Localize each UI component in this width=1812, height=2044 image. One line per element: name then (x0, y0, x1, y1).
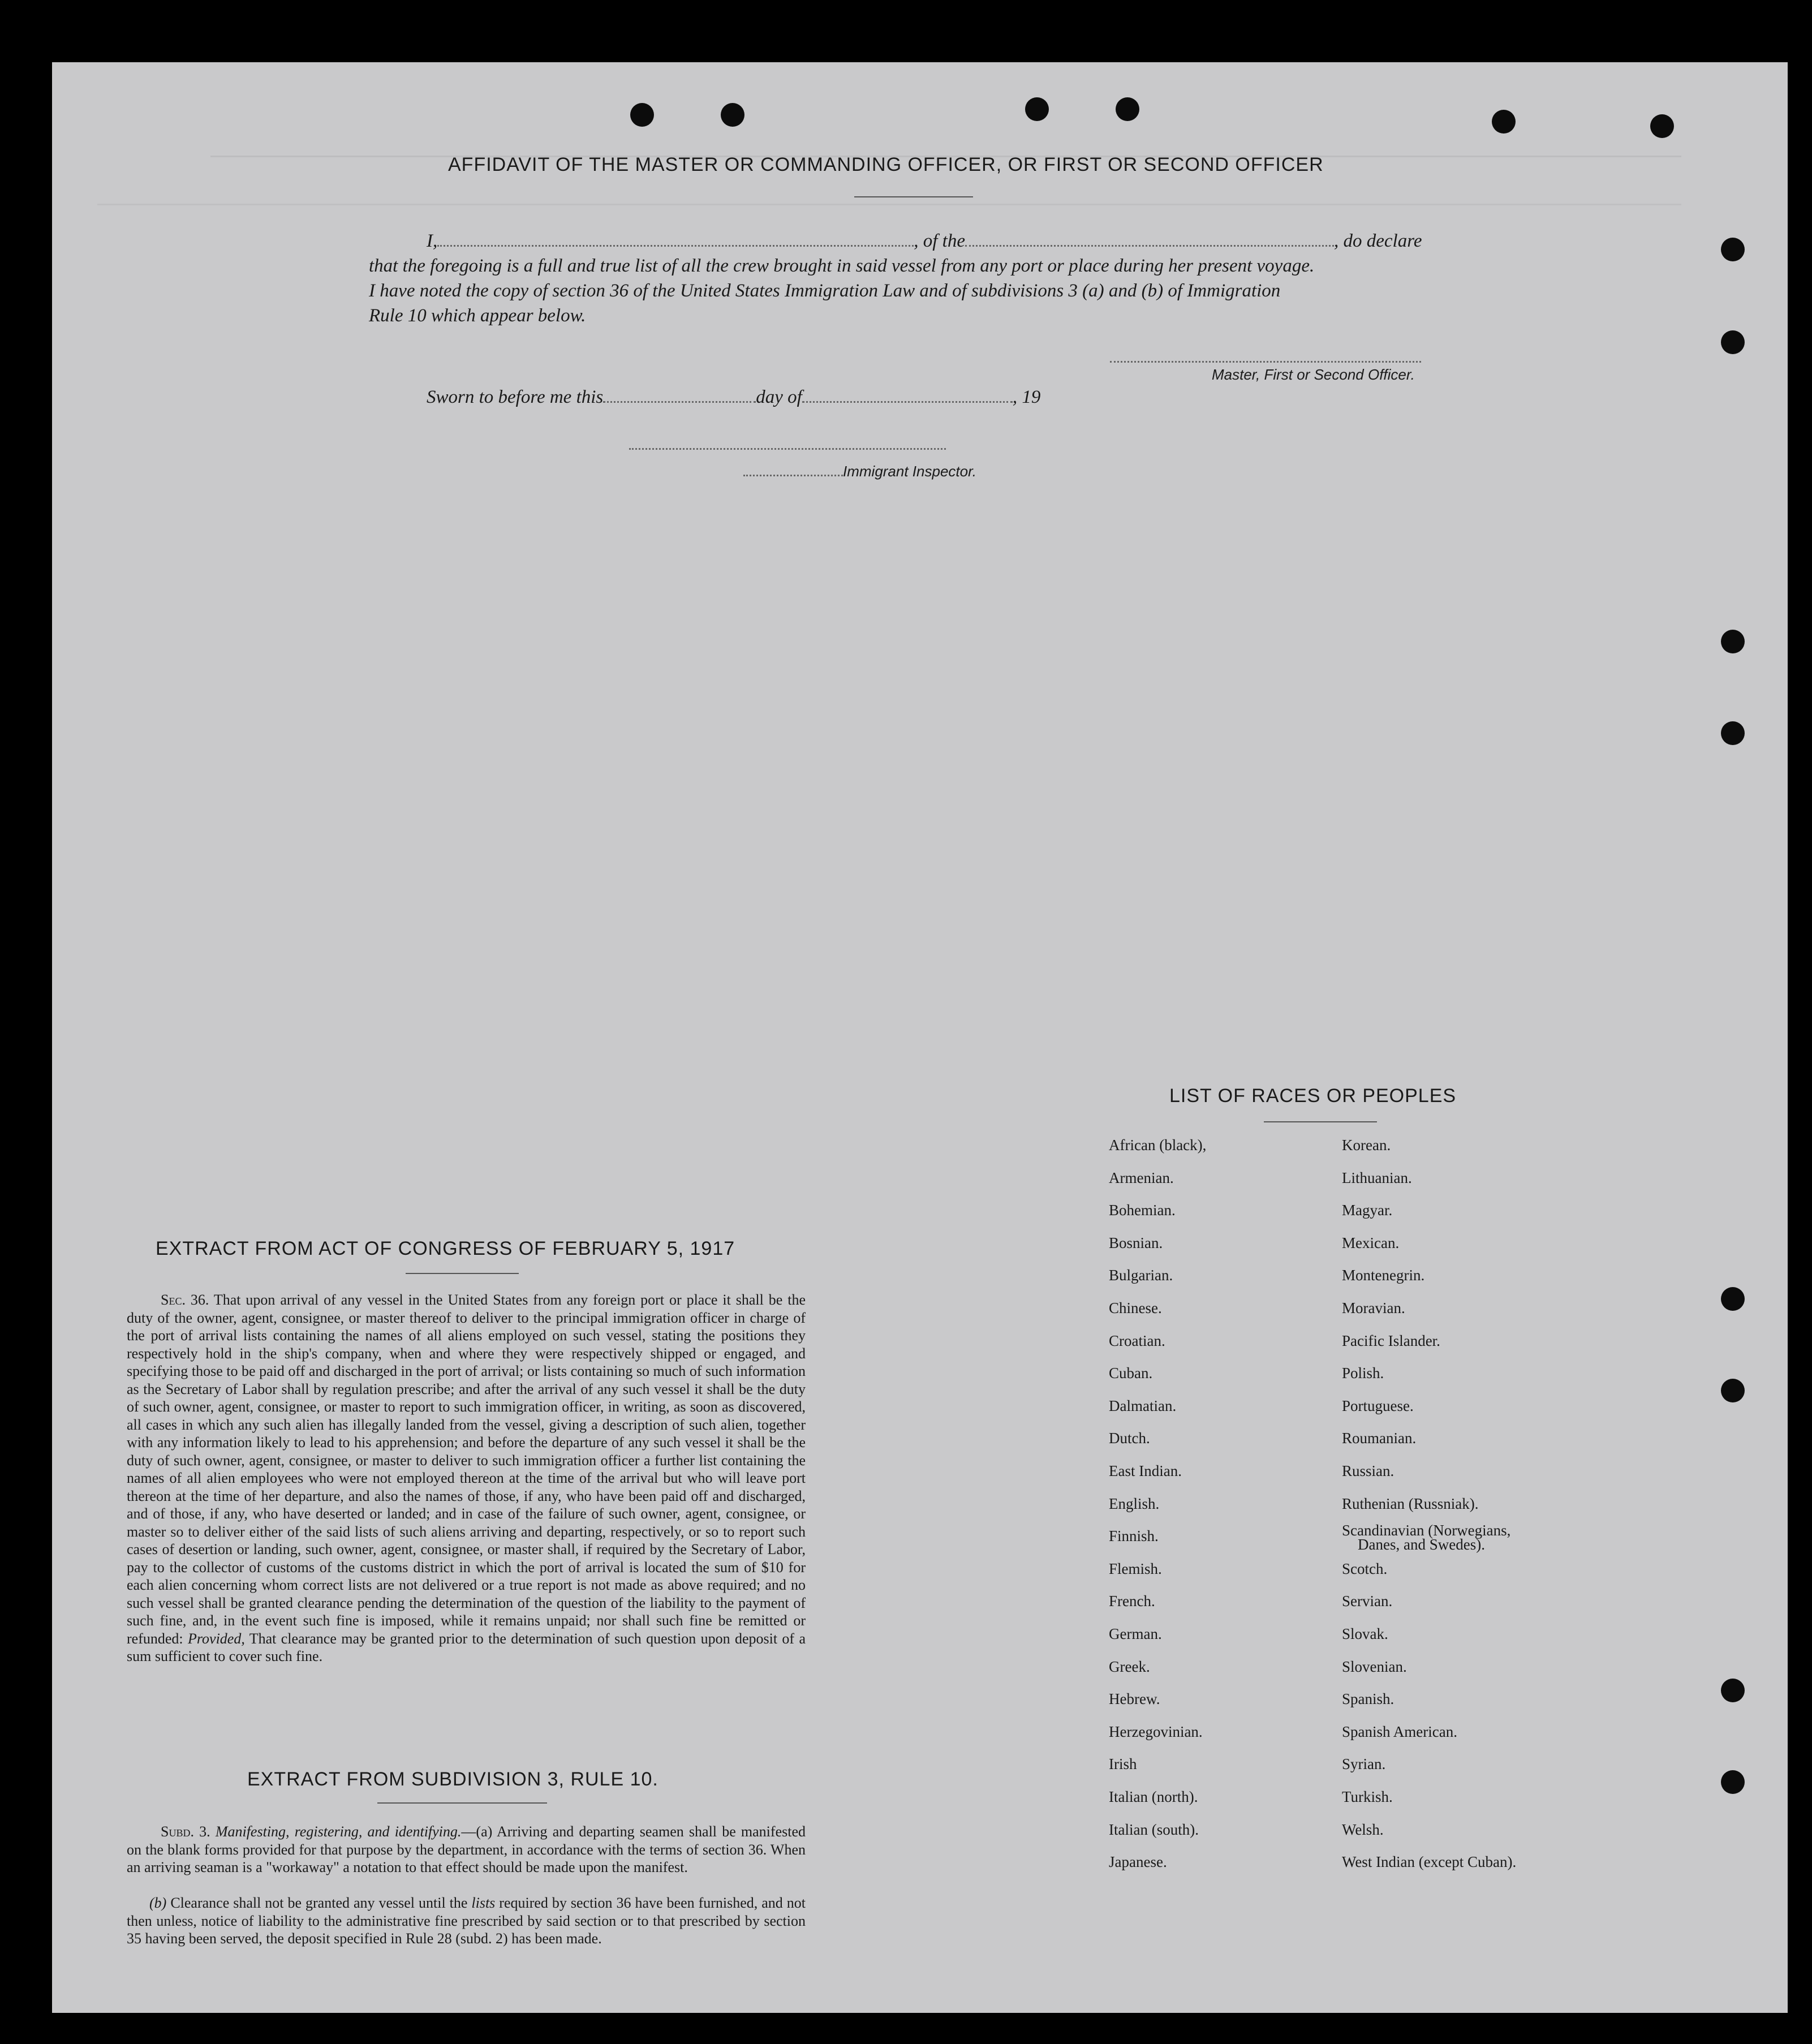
race-item: Italian (south). (1109, 1821, 1199, 1838)
affidavit-line-3: I have noted the copy of section 36 of the United States Immigration Law and of subdivisions 3 (a) and (b) of Immigration (369, 281, 1281, 301)
punch-hole (1721, 721, 1745, 745)
section-label: Sec. 36. (161, 1292, 209, 1308)
punch-hole (1721, 1770, 1745, 1794)
section-body: That upon arrival of any vessel in the United States from any foreign port or place it shall be the duty of the owner, agent, consignee, or master thereof to deliver to the principal immigration officer in charge of the port of arrival lists containing the names of all aliens employed on such vessel, stating the positions they respectively hold in the ship's company, when and where they were respectively shipped or engaged, and specifying those to be paid off and discharged in the port of arrival; or lists containing so much of such information as the Secretary of Labor shall by regulation prescribe; and after the arrival of any such vessel it shall be the duty of such owner, agent, consignee, or master to report to such immigration officer, in writing, as soon as discovered, all cases in which any such alien has illegally landed from the vessel, giving a description of such alien, together with any information likely to lead to his apprehension; and before the departure of any such vessel it shall be the duty of such owner, agent, consignee, or master to deliver to such immigration officer a further list containing the names of all alien employees who were not employed thereon at the time of the arrival but who will leave port thereon at the time of her departure, and also the names of those, if any, who have been paid off and discharged, and of those, if any, who have deserted or landed; and in case of the failure of such owner, agent, consignee, or master so to deliver either of the said lists of such aliens arriving and departing, respectively, or so to report such cases of desertion or landing, such owner, agent, consignee, or master shall, if required by the Secretary of Labor, pay to the collector of customs of the customs district in which the port of arrival is located the sum of $10 for each alien concerning whom correct lists are not delivered or a true report is not made as above required; and no such vessel shall be granted clearance pending the determination of the question of the liability to the payment of such fine, and, in the event such fine is imposed, while it remains unpaid; nor shall such fine be remitted or refunded: (127, 1292, 806, 1647)
race-item: Roumanian. (1342, 1430, 1417, 1447)
para-b-label: (b) (149, 1895, 167, 1911)
race-item: Pacific Islander. (1342, 1332, 1440, 1349)
race-item: Italian (north). (1109, 1788, 1198, 1805)
subd-heading: Manifesting, registering, and identifying. (215, 1823, 462, 1840)
race-item: Japanese. (1109, 1853, 1167, 1871)
race-item: Dutch. (1109, 1430, 1150, 1447)
punch-hole (1116, 97, 1139, 121)
act-extract-title: EXTRACT FROM ACT OF CONGRESS OF FEBRUARY 5, 1917 (156, 1238, 735, 1259)
punch-hole (1721, 238, 1745, 261)
para-b-part-2: required by section 36 have been furnished, and not then unless, notice of liability to the administrative fine prescribed by said section or to that prescribed by section 35 having been served, the deposit specified in Rule 28 (subd. 2) has been made. (127, 1895, 806, 1947)
sworn-label: Sworn to before me this (427, 387, 604, 407)
race-item: Servian. (1342, 1593, 1393, 1610)
punch-hole (1721, 1679, 1745, 1702)
inspector-label-dots (743, 471, 843, 476)
inspector-signature-line[interactable] (629, 445, 946, 450)
race-item: Scotch. (1342, 1560, 1388, 1577)
race-item: Scandinavian (Norwegians, (1342, 1522, 1511, 1539)
race-item: French. (1109, 1593, 1155, 1610)
document-page (52, 62, 1788, 2013)
race-item: Polish. (1342, 1365, 1384, 1382)
inspector-label: Immigrant Inspector. (843, 463, 977, 480)
punch-hole (1721, 1287, 1745, 1311)
race-item: Russian. (1342, 1462, 1394, 1479)
race-item: Spanish. (1342, 1690, 1394, 1708)
day-blank[interactable] (603, 398, 756, 403)
race-item: English. (1109, 1495, 1160, 1512)
race-item: Chinese. (1109, 1299, 1162, 1316)
race-item: West Indian (except Cuban). (1342, 1853, 1517, 1871)
race-item-scandinavian-continued: Danes, and Swedes). (1358, 1536, 1485, 1553)
race-item: Montenegrin. (1342, 1267, 1425, 1284)
race-item: Welsh. (1342, 1821, 1384, 1838)
provided-text: That clearance may be granted prior to the determination of such question upon deposit of a sum sufficient to cover such fine. (127, 1630, 806, 1664)
do-declare-label: , do declare (1333, 231, 1422, 251)
master-signature-line[interactable] (1110, 358, 1421, 363)
race-item: Irish (1109, 1755, 1137, 1773)
affidavit-line-4: Rule 10 which appear below. (369, 305, 586, 326)
race-item: Moravian. (1342, 1299, 1405, 1316)
race-item: Portuguese. (1342, 1397, 1414, 1414)
race-item: Dalmatian. (1109, 1397, 1177, 1414)
act-section-36-text (127, 1291, 806, 1666)
race-item: Turkish. (1342, 1788, 1393, 1805)
inspector-label-row (743, 463, 976, 480)
race-item: Croatian. (1109, 1332, 1165, 1349)
race-item: Flemish. (1109, 1560, 1162, 1577)
day-of-label: day of (756, 387, 802, 407)
rule-subd-a-text (127, 1823, 806, 1877)
para-b-part-1: Clearance shall not be granted any vessel until the (170, 1895, 468, 1911)
race-item: Magyar. (1342, 1202, 1393, 1219)
of-the-label: , of the (914, 231, 965, 251)
punch-hole (721, 103, 744, 127)
name-blank[interactable] (437, 242, 914, 247)
rule-extract-title: EXTRACT FROM SUBDIVISION 3, RULE 10. (247, 1768, 658, 1790)
sworn-line (427, 385, 1040, 410)
punch-hole (1721, 330, 1745, 354)
race-item: Armenian. (1109, 1169, 1174, 1186)
race-item: Ruthenian (Russniak). (1342, 1495, 1479, 1512)
punch-hole (630, 103, 654, 127)
punch-hole (1721, 630, 1745, 653)
races-title-underline (1264, 1121, 1377, 1122)
affidavit-line-1 (427, 229, 1422, 253)
punch-hole (1721, 1379, 1745, 1402)
race-item: Finnish. (1109, 1527, 1159, 1545)
title-underline (854, 196, 973, 197)
punch-hole (1025, 97, 1049, 121)
race-item: Cuban. (1109, 1365, 1153, 1382)
race-item: Mexican. (1342, 1234, 1400, 1251)
affidavit-line-2: that the foregoing is a full and true list of all the crew brought in said vessel from any port or place during her present voyage. (369, 256, 1315, 276)
race-item: Slovenian. (1342, 1658, 1407, 1675)
year-label: , 19 (1012, 387, 1041, 407)
race-item: Lithuanian. (1342, 1169, 1412, 1186)
race-item: German. (1109, 1625, 1162, 1642)
race-item: Spanish American. (1342, 1723, 1457, 1740)
master-signature-label: Master, First or Second Officer. (1212, 366, 1415, 383)
races-title: LIST OF RACES OR PEOPLES (1169, 1085, 1457, 1107)
rule-title-underline (377, 1802, 547, 1804)
race-item: Herzegovinian. (1109, 1723, 1203, 1740)
race-item: Hebrew. (1109, 1690, 1160, 1708)
affidavit-title: AFFIDAVIT OF THE MASTER OR COMMANDING OFFICER, OR FIRST OR SECOND OFFICER (448, 154, 1324, 175)
race-item: African (black), (1109, 1137, 1207, 1154)
race-item: Slovak. (1342, 1625, 1388, 1642)
race-item: East Indian. (1109, 1462, 1182, 1479)
race-item: Korean. (1342, 1137, 1391, 1154)
act-title-underline (406, 1273, 519, 1274)
para-b-lists: lists (471, 1895, 496, 1911)
provided-label: Provided, (188, 1630, 245, 1647)
i-label: I, (427, 231, 438, 251)
rule-subd-b-text (127, 1894, 806, 1948)
subd-para-a: —(a) Arriving and departing seamen shall be manifested on the blank forms provided for that purpose by the department, in accordance with the terms of section 36. When an arriving seaman is a "workaway" a notation to that effect should be made upon the manifest. (127, 1823, 806, 1875)
race-item: Bulgarian. (1109, 1267, 1173, 1284)
bleed-through-mark (97, 204, 1681, 205)
vessel-blank[interactable] (965, 242, 1334, 247)
month-blank[interactable] (802, 398, 1013, 403)
race-item: Bosnian. (1109, 1234, 1163, 1251)
race-item: Greek. (1109, 1658, 1150, 1675)
subd-label: Subd. 3. (161, 1823, 210, 1840)
race-item: Syrian. (1342, 1755, 1386, 1773)
punch-hole (1650, 114, 1674, 138)
punch-hole (1492, 110, 1516, 134)
race-item: Bohemian. (1109, 1202, 1176, 1219)
